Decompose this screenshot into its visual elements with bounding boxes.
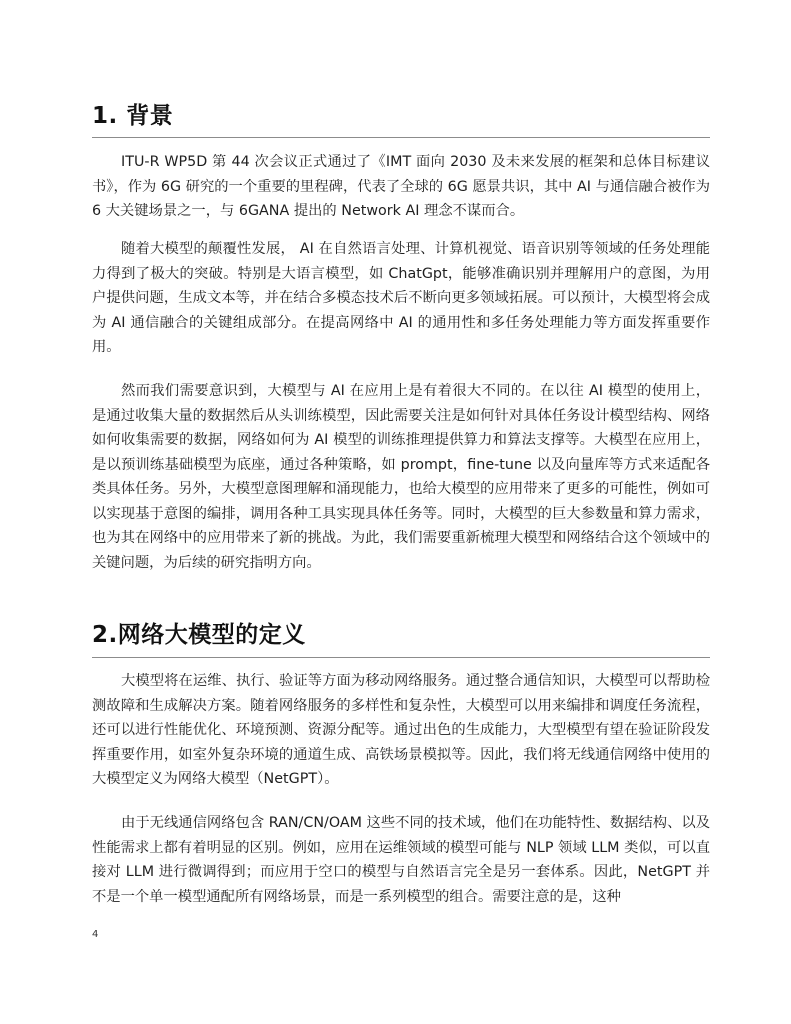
section-divider [92,137,710,138]
page-number: 4 [92,929,99,940]
paragraph: 然而我们需要意识到，大模型与 AI 在应用上是有着很大不同的。在以往 AI 模型的使用上，是通过收集大量的数据然后从头训练模型，因此需要关注是如何针对具体任务设计模型结构、网络如何收集需要的数据，网络如何为 AI 模型的训练推理提供算力和算法支撑等。大模型在应用上，是以预训练基础模型为底座，通过各种策略，如 prompt，fine-tune 以及向量库等方式来适配各类具体任务。另外，大模型意图理解和涌现能力，也给大模型的应用带来了更多的可能性，例如可以实现基于意图的编排，调用各种工具实现具体任务等。同时，大模型的巨大参数量和算力需求，也为其在网络中的应用带来了新的挑战。为此，我们需要重新梳理大模型和网络结合这个领域中的关键问题，为后续的研究指明方向。 [92,383,710,571]
paragraph: 大模型将在运维、执行、验证等方面为移动网络服务。通过整合通信知识，大模型可以帮助检测故障和生成解决方案。随着网络服务的多样性和复杂性，大模型可以用来编排和调度任务流程，还可以进行性能优化、环境预测、资源分配等。通过出色的生成能力，大型模型有望在验证阶段发挥重要作用，如室外复杂环境的通道生成、高铁场景模拟等。因此，我们将无线通信网络中使用的大模型定义为网络大模型（NetGPT）。 [92,673,710,787]
section-heading-background: 1. 背景 [92,103,174,129]
paragraph: 由于无线通信网络包含 RAN/CN/OAM 这些不同的技术域，他们在功能特性、数据结构、以及性能需求上都有着明显的区别。例如，应用在运维领域的模型可能与 NLP 领域 LLM 类似，可以直接对 LLM 进行微调得到；而应用于空口的模型与自然语言完全是另一套体系。因此，NetGPT 并不是一个单一模型通配所有网络场景，而是一系列模型的组合。需要注意的是，这种 [92,815,710,905]
section-divider [92,657,710,658]
paragraph: ITU-R WP5D 第 44 次会议正式通过了《IMT 面向 2030 及未来发展的框架和总体目标建议书》，作为 6G 研究的一个重要的里程碑，代表了全球的 6G 愿景共识，其中 AI 与通信融合被作为 6 大关键场景之一，与 6GANA 提出的 Network AI 理念不谋而合。 [92,154,710,219]
section-heading-definition: 2.网络大模型的定义 [92,622,306,648]
paragraph: 随着大模型的颠覆性发展， AI 在自然语言处理、计算机视觉、语音识别等领域的任务处理能力得到了极大的突破。特别是大语言模型，如 ChatGpt，能够准确识别并理解用户的意图，为用户提供问题，生成文本等，并在结合多模态技术后不断向更多领域拓展。可以预计，大模型将会成为 AI 通信融合的关键组成部分。在提高网络中 AI 的通用性和多任务处理能力等方面发挥重要作用。 [92,241,710,355]
